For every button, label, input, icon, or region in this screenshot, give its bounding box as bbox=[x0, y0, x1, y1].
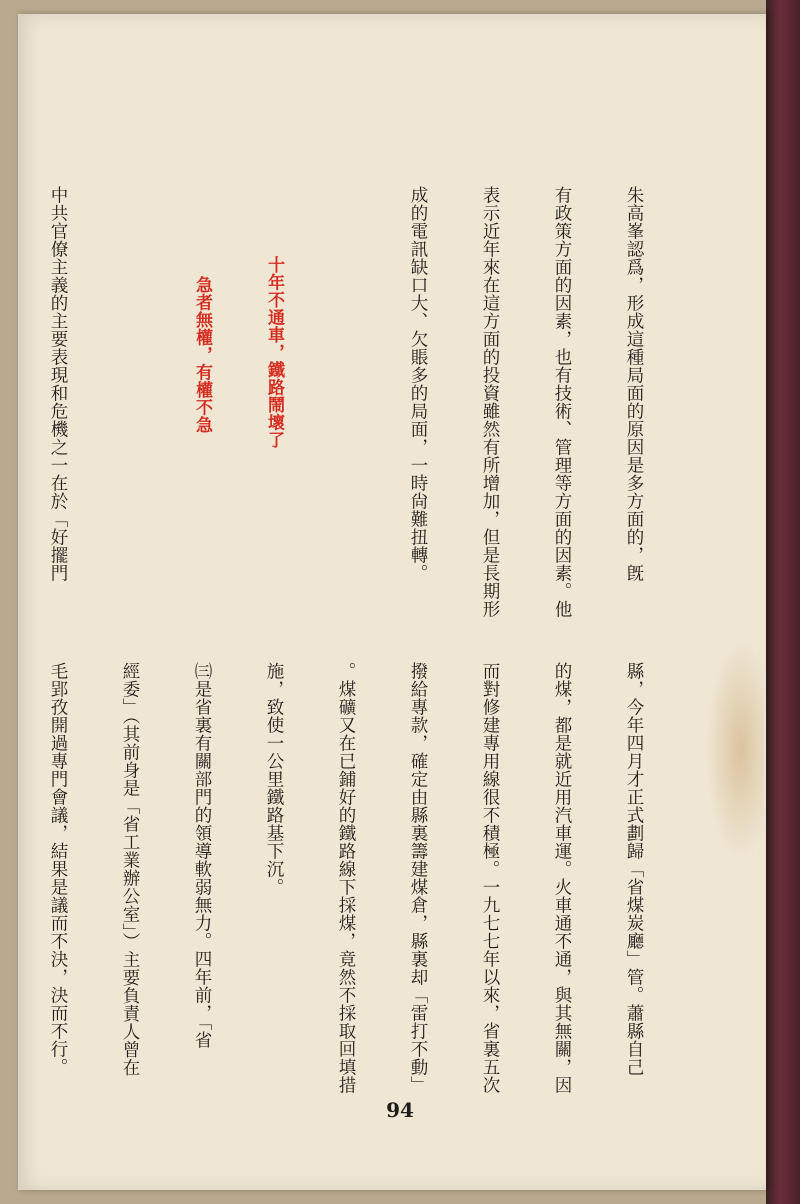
text-line: 縣，今年四月才正式劃歸「省煤炭廳」管。蕭縣自己 bbox=[624, 662, 644, 1076]
upper-text-block bbox=[0, 186, 694, 634]
page-number: 94 bbox=[386, 1098, 414, 1122]
text-line: 中共官僚主義的主要表現和危機之一在於「好擺門 bbox=[48, 186, 68, 582]
text-line: 毛郢孜開過專門會議，結果是議而不決，決而不行。 bbox=[48, 662, 68, 1076]
section-heading-railway: 十年不通車，鐵路鬧壞了 bbox=[264, 256, 284, 449]
text-line: 而對修建專用線很不積極。一九七七年以來，省裏五次 bbox=[480, 662, 500, 1094]
text-line: 表示近年來在這方面的投資雖然有所增加，但是長期形 bbox=[480, 186, 500, 618]
section-subheading-railway: 急者無權，有權不急 bbox=[192, 276, 212, 434]
text-line: 施，致使一公里鐵路基下沉。 bbox=[264, 662, 284, 896]
text-line: 撥給專款，確定由縣裏籌建煤倉，縣裏却「雷打不動」 bbox=[408, 662, 428, 1094]
book-binding bbox=[766, 0, 800, 1204]
text-line: ㈢是省裏有關部門的領導軟弱無力。四年前，「省 bbox=[192, 662, 212, 1050]
page-stain bbox=[706, 640, 764, 860]
text-line: 有政策方面的因素，也有技術、管理等方面的因素。他 bbox=[552, 186, 572, 618]
text-line: 朱高峯認爲，形成這種局面的原因是多方面的，旣 bbox=[624, 186, 644, 582]
text-line: 成的電訊缺口大、欠賬多的局面，一時尙難扭轉。 bbox=[408, 186, 428, 582]
lower-text-block bbox=[0, 662, 694, 1110]
text-line: 的煤，都是就近用汽車運。火車通不通，與其無關，因 bbox=[552, 662, 572, 1094]
text-line: 經委」（其前身是「省工業辦公室」）主要負責人曾在 bbox=[120, 662, 140, 1077]
text-line: 。煤礦又在已鋪好的鐵路線下採煤，竟然不採取回填措 bbox=[336, 662, 356, 1094]
